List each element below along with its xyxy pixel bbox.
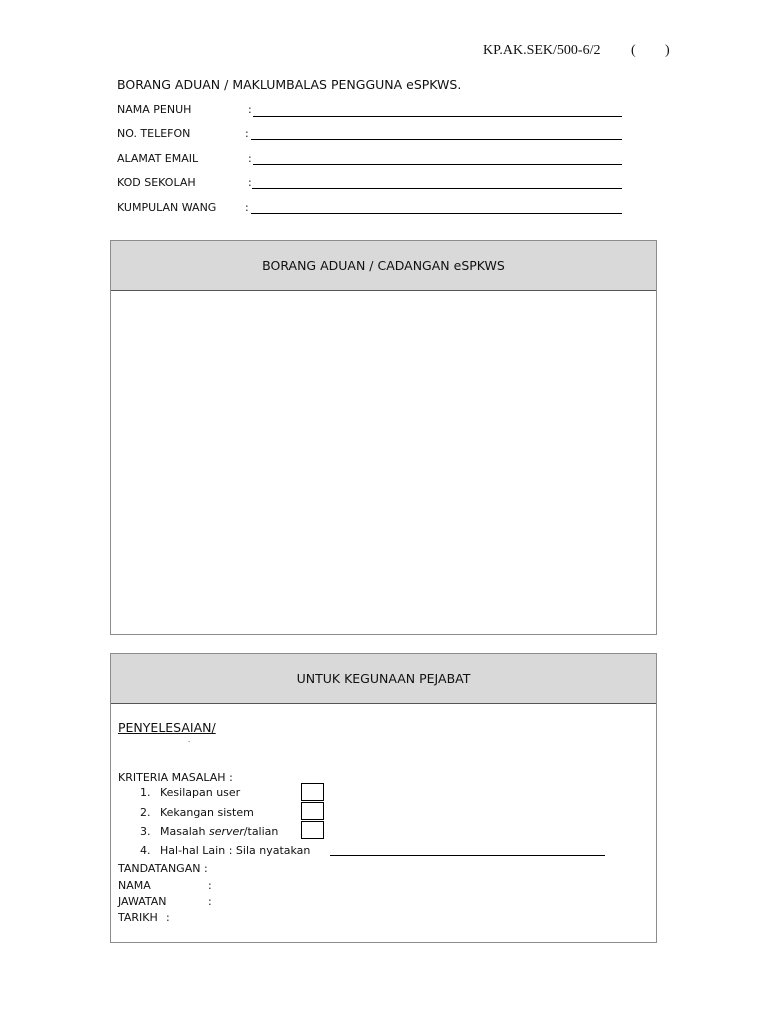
office-use-box-header: UNTUK KEGUNAAN PEJABAT (111, 654, 656, 704)
other-issue-field[interactable] (330, 844, 605, 856)
criteria-number: 4. (140, 844, 151, 857)
date-colon: : (166, 911, 170, 924)
checkbox-server-issue[interactable] (301, 821, 324, 839)
office-use-box (110, 653, 657, 943)
criteria-text-italic: server (208, 825, 244, 838)
name-colon: : (208, 879, 212, 892)
field-label-email: ALAMAT EMAIL (117, 152, 199, 165)
email-field[interactable] (253, 153, 622, 165)
fund-group-field[interactable] (251, 202, 622, 214)
criteria-item-system-constraint: Kekangan sistem (160, 806, 254, 819)
complaint-box (110, 240, 657, 635)
criteria-number: 1. (140, 786, 151, 799)
checkbox-user-error[interactable] (301, 783, 324, 801)
criteria-item-server-issue (160, 825, 278, 838)
criteria-number: 3. (140, 825, 151, 838)
full-name-field[interactable] (253, 105, 622, 117)
reference-paren-close: ) (665, 43, 670, 58)
complaint-text-area[interactable] (111, 291, 656, 634)
checkbox-system-constraint[interactable] (301, 802, 324, 820)
field-colon: : (248, 103, 252, 116)
resolution-label: PENYELESAIAN/ (118, 720, 216, 735)
field-label-full-name: NAMA PENUH (117, 103, 192, 116)
field-colon: : (248, 152, 252, 165)
signature-label: TANDATANGAN : (118, 862, 208, 875)
dot-mark: . (188, 736, 191, 744)
field-label-phone: NO. TELEFON (117, 127, 191, 140)
document-reference: KP.AK.SEK/500-6/2 (483, 43, 601, 58)
field-label-fund-group: KUMPULAN WANG (117, 201, 217, 214)
field-label-school-code: KOD SEKOLAH (117, 176, 196, 189)
position-label: JAWATAN (118, 895, 167, 908)
form-title: BORANG ADUAN / MAKLUMBALAS PENGGUNA eSPKWS. (117, 77, 462, 92)
complaint-box-header: BORANG ADUAN / CADANGAN eSPKWS (111, 241, 656, 291)
criteria-number: 2. (140, 806, 151, 819)
criteria-text: /talian (243, 825, 279, 838)
criteria-text: Masalah (160, 825, 209, 838)
date-label: TARIKH (118, 911, 158, 924)
criteria-item-other: Hal-hal Lain : Sila nyatakan (160, 844, 311, 857)
field-colon: : (245, 201, 249, 214)
school-code-field[interactable] (252, 177, 622, 189)
field-colon: : (245, 127, 249, 140)
field-colon: : (248, 176, 252, 189)
reference-paren-open: ( (631, 43, 636, 58)
phone-field[interactable] (251, 128, 622, 140)
name-label: NAMA (118, 879, 151, 892)
criteria-item-user-error: Kesilapan user (160, 786, 241, 799)
position-colon: : (208, 895, 212, 908)
criteria-label: KRITERIA MASALAH : (118, 771, 233, 784)
